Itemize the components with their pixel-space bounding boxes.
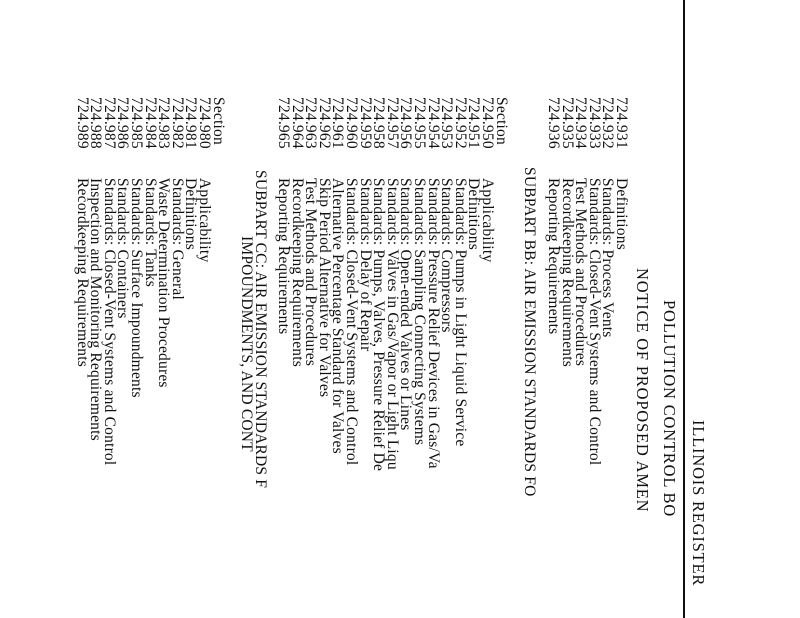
- section-title: Standards: Pressure Relief Devices in Gas/Va: [424, 178, 442, 469]
- section-title: Definitions: [613, 178, 630, 250]
- section-title: Definitions: [465, 178, 483, 250]
- section-number: 724.936: [545, 97, 562, 149]
- section-title: Standards: Pumps in Light Liquid Service: [451, 178, 469, 447]
- section-title: Standards: Closed-Vent Systems and Control: [100, 178, 118, 466]
- section-number: 724.982: [168, 97, 186, 149]
- section-number: 724.956: [397, 97, 415, 149]
- section-title: Standards: General: [168, 178, 186, 300]
- header-rule: [683, 0, 685, 618]
- section-number: 724.951: [465, 97, 483, 149]
- section-number: 724.952: [451, 97, 469, 149]
- subpart-cc-section-label: Section: [210, 97, 227, 145]
- section-title: Standards: Valves in Gas/Vapor or Light Liqu: [383, 178, 401, 470]
- section-title: Standards: Open-ended Valves or Lines: [397, 178, 415, 431]
- section-title: Reporting Requirements: [545, 178, 562, 335]
- section-title: Applicability: [479, 178, 496, 263]
- section-number: 724.984: [141, 97, 159, 149]
- subpart-bb-heading: SUBPART BB: AIR EMISSION STANDARDS FO: [521, 167, 538, 497]
- section-title: Standards: Tanks: [141, 178, 159, 288]
- section-number: 724.964: [288, 97, 306, 149]
- section-number: 724.981: [182, 97, 200, 149]
- section-title: Test Methods and Procedures: [572, 178, 590, 367]
- section-number: 724.986: [114, 97, 132, 149]
- section-title: Standards: Delay of Repair: [356, 178, 374, 352]
- section-title: Alternative Percentage Standard for Valves: [329, 178, 347, 454]
- section-number: 724.983: [155, 97, 173, 149]
- section-title: Test Methods and Procedures: [302, 178, 320, 367]
- section-number: 724.960: [343, 97, 360, 149]
- section-title: Standards: Closed-Vent Systems and Control: [585, 178, 603, 466]
- section-number: 724.962: [315, 97, 333, 149]
- section-number: 724.989: [73, 97, 91, 149]
- subpart-cc-heading-line2: IMPOUNDMENTS, AND CONT: [238, 236, 255, 452]
- section-number: 724.957: [383, 97, 401, 149]
- section-number: 724.980: [196, 97, 213, 149]
- section-number: 724.950: [479, 97, 496, 149]
- section-title: Skip Period Alternative for Valves: [315, 178, 333, 398]
- section-number: 724.965: [275, 97, 292, 149]
- section-title: Standards: Surface Impoundments: [128, 178, 145, 398]
- register-title: ILLINOIS REGISTER: [689, 420, 708, 587]
- section-title: Standards: Process Vents: [599, 178, 617, 338]
- section-number: 724.961: [329, 97, 347, 149]
- section-number: 724.959: [356, 97, 374, 149]
- section-title: Standards: Sampling Connecting Systems: [411, 178, 428, 446]
- section-number: 724.954: [424, 97, 442, 149]
- section-number: 724.988: [87, 97, 105, 149]
- section-title: Standards: Closed-Vent Systems and Control: [343, 178, 360, 466]
- section-title: Applicability: [196, 178, 213, 263]
- section-number: 724.958: [370, 97, 388, 149]
- section-number: 724.932: [599, 97, 617, 149]
- section-title: Waste Determination Procedures: [155, 178, 173, 388]
- section-number: 724.955: [411, 97, 428, 149]
- subpart-bb-section-label: Section: [493, 97, 510, 145]
- section-number: 724.934: [572, 97, 590, 149]
- section-title: Recordkeeping Requirements: [288, 178, 306, 367]
- section-number: 724.963: [302, 97, 320, 149]
- section-number: 724.935: [558, 97, 576, 149]
- notice-title: NOTICE OF PROPOSED AMEN: [633, 268, 652, 513]
- section-title: Inspection and Monitoring Requirements: [87, 178, 105, 441]
- section-title: Recordkeeping Requirements: [73, 178, 91, 367]
- section-number: 724.953: [438, 97, 456, 149]
- section-title: Reporting Requirements: [275, 178, 292, 335]
- section-title: Standards: Pumps, Valves, Pressure Relief De: [370, 178, 388, 472]
- subpart-cc-heading-line1: SUBPART CC: AIR EMISSION STANDARDS F: [252, 170, 269, 489]
- section-title: Standards: Containers: [114, 178, 132, 319]
- section-title: Recordkeeping Requirements: [558, 178, 576, 367]
- board-title: POLLUTION CONTROL BO: [660, 300, 679, 518]
- section-number: 724.933: [585, 97, 603, 149]
- section-number: 724.987: [100, 97, 118, 149]
- section-number: 724.985: [128, 97, 145, 149]
- section-number: 724.931: [613, 97, 630, 149]
- section-title: Standards: Compressors: [438, 178, 456, 333]
- section-title: Definitions: [182, 178, 200, 250]
